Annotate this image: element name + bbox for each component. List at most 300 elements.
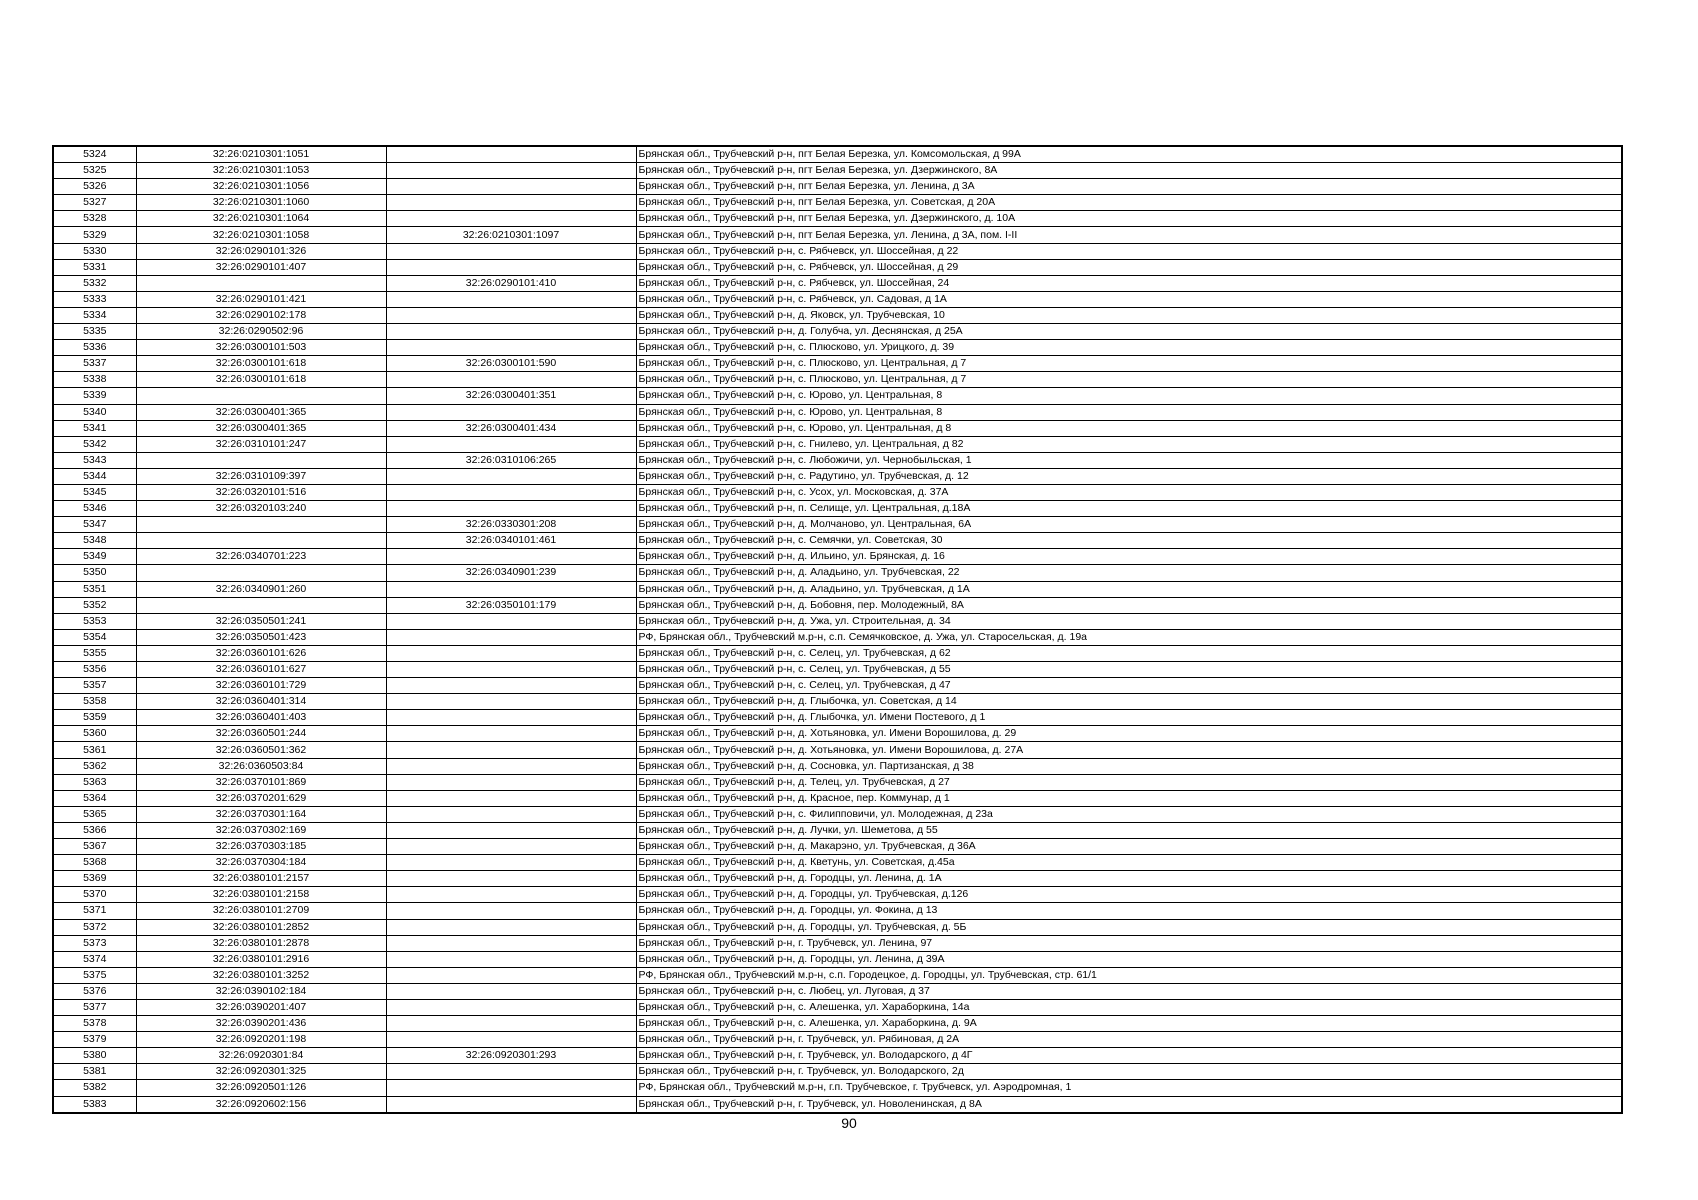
table-row	[53, 726, 1622, 742]
address-cell: Брянская обл., Трубчевский р-н, пгт Белая Березка, ул. Комсомольская, д 99А	[636, 146, 1622, 163]
cadastral-number-cell: 32:26:0290101:407	[136, 259, 386, 275]
table-row	[53, 211, 1622, 227]
table-row	[53, 195, 1622, 211]
address-cell: Брянская обл., Трубчевский р-н, д. Хотьяновка, ул. Имени Ворошилова, д. 29	[636, 726, 1622, 742]
related-number-cell: 32:26:0920301:293	[386, 1048, 636, 1064]
table-row	[53, 340, 1622, 356]
cadastral-number-cell: 32:26:0360101:627	[136, 662, 386, 678]
cadastral-number-cell: 32:26:0380101:2916	[136, 951, 386, 967]
address-cell: Брянская обл., Трубчевский р-н, с. Алешенка, ул. Хараборкина, 14а	[636, 999, 1622, 1015]
address-cell: Брянская обл., Трубчевский р-н, д. Глыбочка, ул. Советская, д 14	[636, 694, 1622, 710]
related-number-cell	[386, 629, 636, 645]
related-number-cell	[386, 484, 636, 500]
table-row	[53, 855, 1622, 871]
row-number-cell: 5352	[53, 597, 136, 613]
row-number-cell: 5379	[53, 1032, 136, 1048]
row-number-cell: 5382	[53, 1080, 136, 1096]
table-row	[53, 694, 1622, 710]
address-cell: Брянская обл., Трубчевский р-н, п. Селище, ул. Центральная, д.18А	[636, 501, 1622, 517]
related-number-cell	[386, 613, 636, 629]
row-number-cell: 5356	[53, 662, 136, 678]
cadastral-number-cell: 32:26:0300401:365	[136, 420, 386, 436]
cadastral-number-cell: 32:26:0390201:407	[136, 999, 386, 1015]
address-cell: Брянская обл., Трубчевский р-н, д. Хотьяновка, ул. Имени Ворошилова, д. 27А	[636, 742, 1622, 758]
row-number-cell: 5359	[53, 710, 136, 726]
address-cell: Брянская обл., Трубчевский р-н, с. Усох, ул. Московская, д. 37А	[636, 484, 1622, 500]
cadastral-number-cell: 32:26:0920602:156	[136, 1096, 386, 1113]
related-number-cell: 32:26:0330301:208	[386, 517, 636, 533]
row-number-cell: 5358	[53, 694, 136, 710]
address-cell: Брянская обл., Трубчевский р-н, д. Ужа, ул. Строительная, д. 34	[636, 613, 1622, 629]
cadastral-number-cell: 32:26:0360401:403	[136, 710, 386, 726]
row-number-cell: 5355	[53, 645, 136, 661]
page-number: 90	[841, 1115, 857, 1131]
address-cell: Брянская обл., Трубчевский р-н, д. Глыбочка, ул. Имени Постевого, д 1	[636, 710, 1622, 726]
table-row	[53, 179, 1622, 195]
row-number-cell: 5377	[53, 999, 136, 1015]
table-row	[53, 613, 1622, 629]
row-number-cell: 5341	[53, 420, 136, 436]
row-number-cell: 5364	[53, 790, 136, 806]
cadastral-number-cell: 32:26:0920301:325	[136, 1064, 386, 1080]
table-row	[53, 1064, 1622, 1080]
cadastral-number-cell	[136, 565, 386, 581]
related-number-cell	[386, 774, 636, 790]
table-row	[53, 243, 1622, 259]
cadastral-number-cell: 32:26:0300101:618	[136, 372, 386, 388]
row-number-cell: 5332	[53, 275, 136, 291]
row-number-cell: 5363	[53, 774, 136, 790]
table-row	[53, 1016, 1622, 1032]
cadastral-number-cell: 32:26:0370302:169	[136, 822, 386, 838]
related-number-cell: 32:26:0300101:590	[386, 356, 636, 372]
cadastral-number-cell: 32:26:0380101:2878	[136, 935, 386, 951]
cadastral-number-cell: 32:26:0380101:2158	[136, 887, 386, 903]
address-cell: Брянская обл., Трубчевский р-н, д. Аладьино, ул. Трубчевская, 22	[636, 565, 1622, 581]
table-row	[53, 871, 1622, 887]
cadastral-number-cell: 32:26:0210301:1060	[136, 195, 386, 211]
table-row	[53, 951, 1622, 967]
row-number-cell: 5342	[53, 436, 136, 452]
table-row	[53, 565, 1622, 581]
related-number-cell	[386, 372, 636, 388]
table-row	[53, 501, 1622, 517]
cadastral-number-cell: 32:26:0370304:184	[136, 855, 386, 871]
row-number-cell: 5349	[53, 549, 136, 565]
cadastral-number-cell: 32:26:0350501:423	[136, 629, 386, 645]
row-number-cell: 5365	[53, 806, 136, 822]
cadastral-number-cell: 32:26:0360501:244	[136, 726, 386, 742]
table-row	[53, 806, 1622, 822]
cadastral-number-cell: 32:26:0310109:397	[136, 468, 386, 484]
table-row	[53, 1096, 1622, 1113]
table-row	[53, 452, 1622, 468]
related-number-cell	[386, 468, 636, 484]
address-cell: Брянская обл., Трубчевский р-н, с. Рябчевск, ул. Шоссейная, 24	[636, 275, 1622, 291]
table-row	[53, 549, 1622, 565]
cadastral-number-cell: 32:26:0300401:365	[136, 404, 386, 420]
address-cell: Брянская обл., Трубчевский р-н, г. Трубчевск, ул. Новоленинская, д 8А	[636, 1096, 1622, 1113]
related-number-cell	[386, 163, 636, 179]
cadastral-number-cell: 32:26:0320101:516	[136, 484, 386, 500]
registry-table	[52, 145, 1623, 1114]
table-body	[53, 146, 1622, 1113]
cadastral-number-cell: 32:26:0210301:1058	[136, 227, 386, 243]
cadastral-number-cell: 32:26:0390102:184	[136, 983, 386, 999]
row-number-cell: 5337	[53, 356, 136, 372]
table-row	[53, 935, 1622, 951]
related-number-cell	[386, 501, 636, 517]
address-cell: Брянская обл., Трубчевский р-н, д. Городцы, ул. Трубчевская, д. 5Б	[636, 919, 1622, 935]
address-cell: Брянская обл., Трубчевский р-н, с. Рябчевск, ул. Шоссейная, д 29	[636, 259, 1622, 275]
table-row	[53, 903, 1622, 919]
table-row	[53, 1080, 1622, 1096]
related-number-cell: 32:26:0340901:239	[386, 565, 636, 581]
table-row	[53, 758, 1622, 774]
table-row	[53, 291, 1622, 307]
row-number-cell: 5330	[53, 243, 136, 259]
related-number-cell	[386, 195, 636, 211]
cadastral-number-cell: 32:26:0300101:503	[136, 340, 386, 356]
related-number-cell	[386, 146, 636, 163]
table-row	[53, 468, 1622, 484]
cadastral-number-cell: 32:26:0360101:626	[136, 645, 386, 661]
cadastral-number-cell: 32:26:0210301:1053	[136, 163, 386, 179]
related-number-cell	[386, 340, 636, 356]
address-cell: Брянская обл., Трубчевский р-н, д. Молчаново, ул. Центральная, 6А	[636, 517, 1622, 533]
related-number-cell	[386, 839, 636, 855]
table-row	[53, 839, 1622, 855]
address-cell: Брянская обл., Трубчевский р-н, с. Юрово, ул. Центральная, д 8	[636, 420, 1622, 436]
related-number-cell	[386, 887, 636, 903]
address-cell: Брянская обл., Трубчевский р-н, д. Ильино, ул. Брянская, д. 16	[636, 549, 1622, 565]
address-cell: Брянская обл., Трубчевский р-н, д. Городцы, ул. Трубчевская, д.126	[636, 887, 1622, 903]
related-number-cell	[386, 1096, 636, 1113]
address-cell: Брянская обл., Трубчевский р-н, с. Плюсково, ул. Урицкого, д. 39	[636, 340, 1622, 356]
cadastral-number-cell: 32:26:0920501:126	[136, 1080, 386, 1096]
row-number-cell: 5329	[53, 227, 136, 243]
table-row	[53, 533, 1622, 549]
related-number-cell	[386, 678, 636, 694]
cadastral-number-cell: 32:26:0310101:247	[136, 436, 386, 452]
row-number-cell: 5366	[53, 822, 136, 838]
address-cell: Брянская обл., Трубчевский р-н, пгт Белая Березка, ул. Дзержинского, д. 10А	[636, 211, 1622, 227]
table-row	[53, 275, 1622, 291]
related-number-cell: 32:26:0300401:351	[386, 388, 636, 404]
address-cell: Брянская обл., Трубчевский р-н, д. Яковск, ул. Трубчевская, 10	[636, 307, 1622, 323]
table-row	[53, 581, 1622, 597]
address-cell: Брянская обл., Трубчевский р-н, с. Юрово, ул. Центральная, 8	[636, 404, 1622, 420]
related-number-cell	[386, 581, 636, 597]
cadastral-number-cell: 32:26:0290101:421	[136, 291, 386, 307]
related-number-cell: 32:26:0310106:265	[386, 452, 636, 468]
related-number-cell: 32:26:0350101:179	[386, 597, 636, 613]
row-number-cell: 5347	[53, 517, 136, 533]
related-number-cell	[386, 1032, 636, 1048]
cadastral-number-cell: 32:26:0210301:1056	[136, 179, 386, 195]
row-number-cell: 5335	[53, 324, 136, 340]
row-number-cell: 5367	[53, 839, 136, 855]
cadastral-number-cell: 32:26:0380101:2709	[136, 903, 386, 919]
cadastral-number-cell	[136, 517, 386, 533]
address-cell: Брянская обл., Трубчевский р-н, с. Любожичи, ул. Чернобыльская, 1	[636, 452, 1622, 468]
cadastral-number-cell: 32:26:0370301:164	[136, 806, 386, 822]
row-number-cell: 5353	[53, 613, 136, 629]
related-number-cell	[386, 259, 636, 275]
related-number-cell	[386, 243, 636, 259]
table-row	[53, 404, 1622, 420]
related-number-cell: 32:26:0340101:461	[386, 533, 636, 549]
related-number-cell	[386, 822, 636, 838]
row-number-cell: 5372	[53, 919, 136, 935]
address-cell: Брянская обл., Трубчевский р-н, с. Плюсково, ул. Центральная, д 7	[636, 356, 1622, 372]
table-row	[53, 146, 1622, 163]
related-number-cell	[386, 211, 636, 227]
related-number-cell	[386, 1016, 636, 1032]
row-number-cell: 5373	[53, 935, 136, 951]
related-number-cell	[386, 790, 636, 806]
cadastral-number-cell: 32:26:0360401:314	[136, 694, 386, 710]
related-number-cell	[386, 951, 636, 967]
cadastral-number-cell: 32:26:0380101:3252	[136, 967, 386, 983]
row-number-cell: 5334	[53, 307, 136, 323]
row-number-cell: 5383	[53, 1096, 136, 1113]
table-row	[53, 1032, 1622, 1048]
row-number-cell: 5370	[53, 887, 136, 903]
address-cell: Брянская обл., Трубчевский р-н, с. Селец, ул. Трубчевская, д 47	[636, 678, 1622, 694]
cadastral-number-cell: 32:26:0340701:223	[136, 549, 386, 565]
row-number-cell: 5348	[53, 533, 136, 549]
address-cell: Брянская обл., Трубчевский р-н, д. Сосновка, ул. Партизанская, д 38	[636, 758, 1622, 774]
cadastral-number-cell: 32:26:0320103:240	[136, 501, 386, 517]
table-row	[53, 742, 1622, 758]
row-number-cell: 5375	[53, 967, 136, 983]
cadastral-number-cell: 32:26:0350501:241	[136, 613, 386, 629]
address-cell: Брянская обл., Трубчевский р-н, с. Семячки, ул. Советская, 30	[636, 533, 1622, 549]
related-number-cell: 32:26:0290101:410	[386, 275, 636, 291]
table-row	[53, 356, 1622, 372]
table-row	[53, 517, 1622, 533]
row-number-cell: 5374	[53, 951, 136, 967]
related-number-cell	[386, 983, 636, 999]
row-number-cell: 5354	[53, 629, 136, 645]
table-row	[53, 597, 1622, 613]
row-number-cell: 5338	[53, 372, 136, 388]
address-cell: Брянская обл., Трубчевский р-н, г. Трубчевск, ул. Рябиновая, д 2А	[636, 1032, 1622, 1048]
table-row	[53, 967, 1622, 983]
related-number-cell	[386, 1080, 636, 1096]
cadastral-number-cell: 32:26:0380101:2157	[136, 871, 386, 887]
table-row	[53, 372, 1622, 388]
row-number-cell: 5369	[53, 871, 136, 887]
cadastral-number-cell: 32:26:0340901:260	[136, 581, 386, 597]
cadastral-number-cell	[136, 388, 386, 404]
related-number-cell	[386, 694, 636, 710]
table-row	[53, 484, 1622, 500]
related-number-cell	[386, 855, 636, 871]
table-row	[53, 999, 1622, 1015]
row-number-cell: 5351	[53, 581, 136, 597]
cadastral-number-cell: 32:26:0370201:629	[136, 790, 386, 806]
related-number-cell	[386, 404, 636, 420]
address-cell: Брянская обл., Трубчевский р-н, с. Селец, ул. Трубчевская, д 62	[636, 645, 1622, 661]
table-row	[53, 324, 1622, 340]
cadastral-number-cell	[136, 533, 386, 549]
row-number-cell: 5324	[53, 146, 136, 163]
row-number-cell: 5344	[53, 468, 136, 484]
related-number-cell	[386, 758, 636, 774]
related-number-cell	[386, 935, 636, 951]
row-number-cell: 5331	[53, 259, 136, 275]
cadastral-number-cell: 32:26:0390201:436	[136, 1016, 386, 1032]
address-cell: Брянская обл., Трубчевский р-н, с. Рябчевск, ул. Шоссейная, д 22	[636, 243, 1622, 259]
address-cell: РФ, Брянская обл., Трубчевский м.р-н, с.п. Городецкое, д. Городцы, ул. Трубчевская, стр. 61/1	[636, 967, 1622, 983]
row-number-cell: 5327	[53, 195, 136, 211]
cadastral-number-cell: 32:26:0920201:198	[136, 1032, 386, 1048]
related-number-cell	[386, 710, 636, 726]
address-cell: РФ, Брянская обл., Трубчевский м.р-н, с.п. Семячковское, д. Ужа, ул. Старосельская, д. 19а	[636, 629, 1622, 645]
address-cell: Брянская обл., Трубчевский р-н, г. Трубчевск, ул. Ленина, 97	[636, 935, 1622, 951]
address-cell: Брянская обл., Трубчевский р-н, с. Юрово, ул. Центральная, 8	[636, 388, 1622, 404]
table-row	[53, 163, 1622, 179]
address-cell: Брянская обл., Трубчевский р-н, д. Кветунь, ул. Советская, д.45а	[636, 855, 1622, 871]
table-row	[53, 662, 1622, 678]
cadastral-number-cell: 32:26:0290102:178	[136, 307, 386, 323]
address-cell: Брянская обл., Трубчевский р-н, д. Голубча, ул. Деснянская, д 25А	[636, 324, 1622, 340]
related-number-cell	[386, 291, 636, 307]
row-number-cell: 5371	[53, 903, 136, 919]
row-number-cell: 5381	[53, 1064, 136, 1080]
row-number-cell: 5357	[53, 678, 136, 694]
related-number-cell	[386, 324, 636, 340]
row-number-cell: 5339	[53, 388, 136, 404]
table-row	[53, 710, 1622, 726]
row-number-cell: 5345	[53, 484, 136, 500]
related-number-cell	[386, 549, 636, 565]
address-cell: Брянская обл., Трубчевский р-н, д. Телец, ул. Трубчевская, д 27	[636, 774, 1622, 790]
related-number-cell	[386, 903, 636, 919]
cadastral-number-cell: 32:26:0210301:1064	[136, 211, 386, 227]
row-number-cell: 5326	[53, 179, 136, 195]
address-cell: Брянская обл., Трубчевский р-н, д. Аладьино, ул. Трубчевская, д 1А	[636, 581, 1622, 597]
cadastral-number-cell: 32:26:0370303:185	[136, 839, 386, 855]
cadastral-number-cell: 32:26:0920301:84	[136, 1048, 386, 1064]
row-number-cell: 5340	[53, 404, 136, 420]
table-row	[53, 307, 1622, 323]
related-number-cell	[386, 307, 636, 323]
related-number-cell	[386, 967, 636, 983]
related-number-cell	[386, 742, 636, 758]
related-number-cell	[386, 662, 636, 678]
related-number-cell: 32:26:0300401:434	[386, 420, 636, 436]
address-cell: Брянская обл., Трубчевский р-н, г. Трубчевск, ул. Володарского, 2д	[636, 1064, 1622, 1080]
cadastral-number-cell	[136, 597, 386, 613]
row-number-cell: 5346	[53, 501, 136, 517]
cadastral-number-cell	[136, 452, 386, 468]
address-cell: Брянская обл., Трубчевский р-н, д. Бобовня, пер. Молодежный, 8А	[636, 597, 1622, 613]
related-number-cell	[386, 871, 636, 887]
address-cell: РФ, Брянская обл., Трубчевский м.р-н, г.п. Трубчевское, г. Трубчевск, ул. Аэродромная, 1	[636, 1080, 1622, 1096]
related-number-cell: 32:26:0210301:1097	[386, 227, 636, 243]
address-cell: Брянская обл., Трубчевский р-н, с. Филипповичи, ул. Молодежная, д 23а	[636, 806, 1622, 822]
address-cell: Брянская обл., Трубчевский р-н, д. Лучки, ул. Шеметова, д 55	[636, 822, 1622, 838]
cadastral-number-cell: 32:26:0300101:618	[136, 356, 386, 372]
table-row	[53, 629, 1622, 645]
table-row	[53, 1048, 1622, 1064]
cadastral-number-cell	[136, 275, 386, 291]
table-row	[53, 678, 1622, 694]
address-cell: Брянская обл., Трубчевский р-н, д. Городцы, ул. Ленина, д. 1А	[636, 871, 1622, 887]
address-cell: Брянская обл., Трубчевский р-н, с. Гнилево, ул. Центральная, д 82	[636, 436, 1622, 452]
row-number-cell: 5376	[53, 983, 136, 999]
cadastral-number-cell: 32:26:0290502:96	[136, 324, 386, 340]
row-number-cell: 5380	[53, 1048, 136, 1064]
table-row	[53, 887, 1622, 903]
related-number-cell	[386, 645, 636, 661]
related-number-cell	[386, 179, 636, 195]
row-number-cell: 5362	[53, 758, 136, 774]
related-number-cell	[386, 436, 636, 452]
address-cell: Брянская обл., Трубчевский р-н, пгт Белая Березка, ул. Ленина, д 3А	[636, 179, 1622, 195]
table-row	[53, 983, 1622, 999]
cadastral-number-cell: 32:26:0360503:84	[136, 758, 386, 774]
address-cell: Брянская обл., Трубчевский р-н, д. Городцы, ул. Фокина, д 13	[636, 903, 1622, 919]
related-number-cell	[386, 919, 636, 935]
table-row	[53, 774, 1622, 790]
table-row	[53, 388, 1622, 404]
row-number-cell: 5333	[53, 291, 136, 307]
table-row	[53, 420, 1622, 436]
address-cell: Брянская обл., Трубчевский р-н, с. Радутино, ул. Трубчевская, д. 12	[636, 468, 1622, 484]
table-row	[53, 259, 1622, 275]
cadastral-number-cell: 32:26:0290101:326	[136, 243, 386, 259]
address-cell: Брянская обл., Трубчевский р-н, с. Селец, ул. Трубчевская, д 55	[636, 662, 1622, 678]
row-number-cell: 5328	[53, 211, 136, 227]
row-number-cell: 5336	[53, 340, 136, 356]
related-number-cell	[386, 806, 636, 822]
cadastral-number-cell: 32:26:0210301:1051	[136, 146, 386, 163]
address-cell: Брянская обл., Трубчевский р-н, д. Красное, пер. Коммунар, д 1	[636, 790, 1622, 806]
table-row	[53, 822, 1622, 838]
row-number-cell: 5343	[53, 452, 136, 468]
address-cell: Брянская обл., Трубчевский р-н, пгт Белая Березка, ул. Ленина, д 3А, пом. I-II	[636, 227, 1622, 243]
row-number-cell: 5325	[53, 163, 136, 179]
address-cell: Брянская обл., Трубчевский р-н, с. Алешенка, ул. Хараборкина, д. 9А	[636, 1016, 1622, 1032]
table-row	[53, 227, 1622, 243]
related-number-cell	[386, 726, 636, 742]
address-cell: Брянская обл., Трубчевский р-н, пгт Белая Березка, ул. Дзержинского, 8А	[636, 163, 1622, 179]
address-cell: Брянская обл., Трубчевский р-н, с. Любец, ул. Луговая, д 37	[636, 983, 1622, 999]
related-number-cell	[386, 1064, 636, 1080]
address-cell: Брянская обл., Трубчевский р-н, с. Плюсково, ул. Центральная, д 7	[636, 372, 1622, 388]
address-cell: Брянская обл., Трубчевский р-н, с. Рябчевск, ул. Садовая, д 1А	[636, 291, 1622, 307]
address-cell: Брянская обл., Трубчевский р-н, пгт Белая Березка, ул. Советская, д 20А	[636, 195, 1622, 211]
table-row	[53, 645, 1622, 661]
row-number-cell: 5360	[53, 726, 136, 742]
cadastral-number-cell: 32:26:0370101:869	[136, 774, 386, 790]
cadastral-number-cell: 32:26:0380101:2852	[136, 919, 386, 935]
address-cell: Брянская обл., Трубчевский р-н, д. Городцы, ул. Ленина, д 39А	[636, 951, 1622, 967]
related-number-cell	[386, 999, 636, 1015]
table-row	[53, 790, 1622, 806]
address-cell: Брянская обл., Трубчевский р-н, г. Трубчевск, ул. Володарского, д 4Г	[636, 1048, 1622, 1064]
row-number-cell: 5361	[53, 742, 136, 758]
address-cell: Брянская обл., Трубчевский р-н, д. Макарэно, ул. Трубчевская, д 36А	[636, 839, 1622, 855]
table-row	[53, 919, 1622, 935]
cadastral-number-cell: 32:26:0360101:729	[136, 678, 386, 694]
row-number-cell: 5350	[53, 565, 136, 581]
cadastral-number-cell: 32:26:0360501:362	[136, 742, 386, 758]
